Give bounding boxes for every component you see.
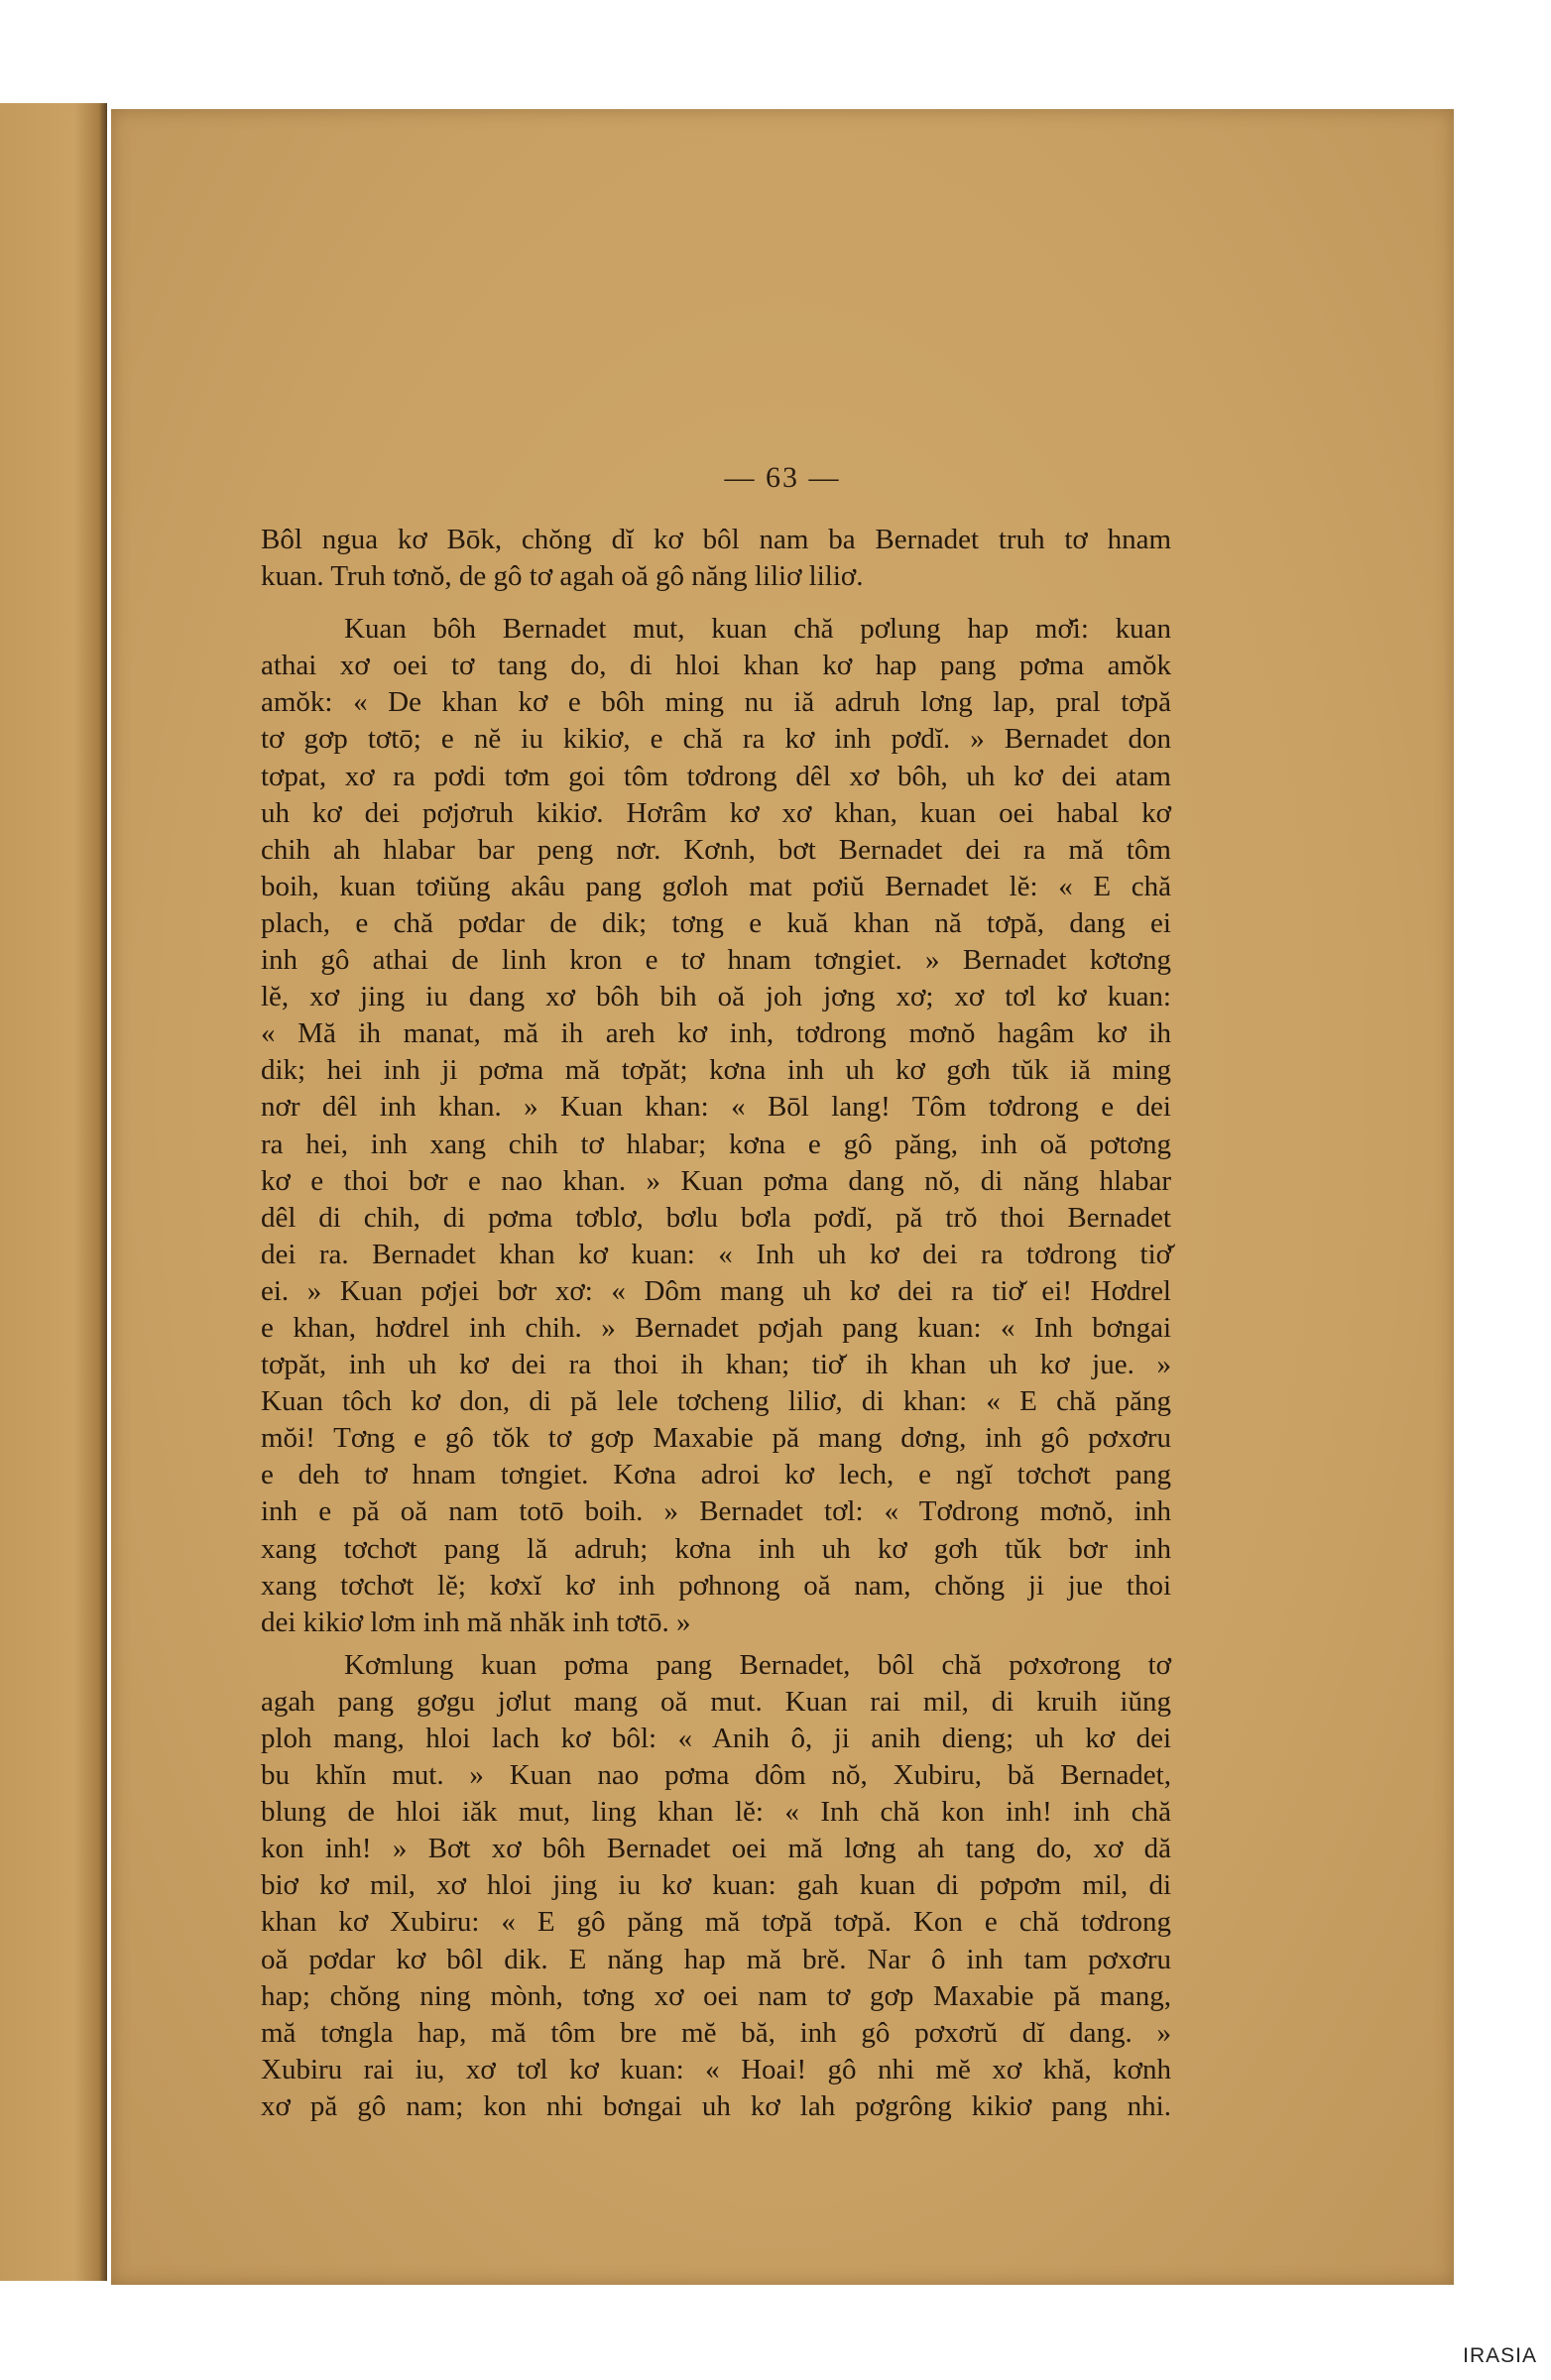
text-line: dei kikiơ lơm inh mă nhăk inh tơtō. » xyxy=(261,1606,691,1638)
text-line: mŏi! Tơng e gô tŏk tơ gơp Maxabie pă mang dơng, inh gô pơxơru xyxy=(261,1422,1171,1455)
text-line: e khan, hơdrel inh chih. » Bernadet pơjah pang kuan: « Inh bơngai xyxy=(261,1311,1171,1344)
text-line: nơr dêl inh khan. » Kuan khan: « Bōl lang! Tôm tơdrong e dei xyxy=(261,1091,1171,1124)
text-line: plach, e chă pơdar de dik; tơng e kuă khan nă tơpă, dang ei xyxy=(261,906,1171,939)
page-number: — 63 — xyxy=(724,461,841,494)
text-line: Kuan bôh Bernadet mut, kuan chă pơlung hap mơ̆i: kuan xyxy=(344,613,1171,646)
document-page xyxy=(111,109,1454,2285)
text-line: uh kơ dei pơjơruh kikiơ. Hơrâm kơ xơ khan, kuan oei habal kơ xyxy=(261,796,1171,829)
text-line: dêl di chih, di pơma tơblơ, bơlu bơla pơdĭ, pă trŏ thoi Bernadet xyxy=(261,1201,1171,1234)
text-line: kuan. Truh tơnŏ, de gô tơ agah oă gô năng liliơ liliơ. xyxy=(261,560,864,593)
text-line: hap; chŏng ning mònh, tơng xơ oei nam tơ gơp Maxabie pă mang, xyxy=(261,1979,1171,2012)
body-text xyxy=(261,522,1171,2125)
paragraph xyxy=(261,1647,1171,2125)
text-line: tơpăt, inh uh kơ dei ra thoi ih khan; tiơ̆ ih khan uh kơ jue. » xyxy=(261,1349,1171,1381)
paragraph xyxy=(261,522,1171,595)
text-line: kon inh! » Bơt xơ bôh Bernadet oei mă lơng ah tang do, xơ dă xyxy=(261,1833,1171,1865)
text-line: boih, kuan tơiŭng akâu pang gơloh mat pơiŭ Bernadet lĕ: « E chă xyxy=(261,870,1171,902)
text-line: tơ gơp tơtō; e nĕ iu kikiơ, e chă ra kơ inh pơdĭ. » Bernadet don xyxy=(261,723,1171,756)
text-line: Kơmlung kuan pơma pang Bernadet, bôl chă pơxơrong tơ xyxy=(344,1648,1171,1681)
text-line: bu khĭn mut. » Kuan nao pơma dôm nŏ, Xubiru, bă Bernadet, xyxy=(261,1759,1171,1792)
text-line: kơ e thoi bơr e nao khan. » Kuan pơma dang nŏ, di năng hlabar xyxy=(261,1164,1171,1197)
text-line: athai xơ oei tơ tang do, di hloi khan kơ hap pang pơma amŏk xyxy=(261,650,1171,682)
text-line: xơ pă gô nam; kon nhi bơngai uh kơ lah pơgrông kikiơ pang nhi. xyxy=(261,2089,1171,2122)
text-line: inh e pă oă nam totō boih. » Bernadet tơl: « Tơdrong mơnŏ, inh xyxy=(261,1495,1171,1528)
text-line: biơ kơ mil, xơ hloi jing iu kơ kuan: gah kuan di pơpơm mil, di xyxy=(261,1869,1171,1902)
text-line: lĕ, xơ jing iu dang xơ bôh bih oă joh jơng xơ; xơ tơl kơ kuan: xyxy=(261,981,1171,1013)
text-line: dei ra. Bernadet khan kơ kuan: « Inh uh kơ dei ra tơdrong tiơ̆ xyxy=(261,1238,1171,1270)
previous-page-edge xyxy=(0,103,107,2281)
text-line: e deh tơ hnam tơngiet. Kơna adroi kơ lech, e ngĭ tơchơt pang xyxy=(261,1459,1171,1491)
text-line: oă pơdar kơ bôl dik. E năng hap mă brĕ. Nar ô inh tam pơxơru xyxy=(261,1943,1171,1975)
text-line: mă tơngla hap, mă tôm bre mĕ bă, inh gô pơxơrŭ dĭ dang. » xyxy=(261,2016,1171,2049)
text-line: ei. » Kuan pơjei bơr xơ: « Dôm mang uh kơ dei ra tiơ̆ ei! Hơdrel xyxy=(261,1274,1171,1307)
text-line: blung de hloi iăk mut, ling khan lĕ: « Inh chă kon inh! inh chă xyxy=(261,1796,1171,1829)
text-line: ra hei, inh xang chih tơ hlabar; kơna e gô păng, inh oă pơtơng xyxy=(261,1128,1171,1160)
text-line: Xubiru rai iu, xơ tơl kơ kuan: « Hoai! gô nhi mĕ xơ khă, kơnh xyxy=(261,2053,1171,2085)
text-line: inh gô athai de linh kron e tơ hnam tơngiet. » Bernadet kơtơng xyxy=(261,944,1171,977)
text-line: xang tơchơt pang lă adruh; kơna inh uh kơ gơh tŭk bơr inh xyxy=(261,1532,1171,1565)
text-line: Bôl ngua kơ Bōk, chŏng dĭ kơ bôl nam ba Bernadet truh tơ hnam xyxy=(261,524,1171,555)
text-line: amŏk: « De khan kơ e bôh ming nu iă adruh lơng lap, pral tơpă xyxy=(261,686,1171,719)
watermark-label: IRASIA xyxy=(1463,2344,1537,2367)
paragraph xyxy=(261,611,1171,1641)
text-line: dik; hei inh ji pơma mă tơpăt; kơna inh uh kơ gơh tŭk iă ming xyxy=(261,1054,1171,1087)
text-line: Kuan tôch kơ don, di pă lele tơcheng liliơ, di khan: « E chă păng xyxy=(261,1385,1171,1418)
text-line: chih ah hlabar bar peng nơr. Kơnh, bơt Bernadet dei ra mă tôm xyxy=(261,833,1171,866)
text-line: ploh mang, hloi lach kơ bôl: « Anih ô, ji anih dieng; uh kơ dei xyxy=(261,1723,1171,1754)
text-line: xang tơchơt lĕ; kơxĭ kơ inh pơhnong oă nam, chŏng ji jue thoi xyxy=(261,1569,1171,1602)
text-line: agah pang gơgu jơlut mang oă mut. Kuan rai mil, di kruih iŭng xyxy=(261,1685,1171,1718)
text-line: khan kơ Xubiru: « E gô păng mă tơpă tơpă. Kon e chă tơdrong xyxy=(261,1906,1171,1939)
text-line: tơpat, xơ ra pơdi tơm goi tôm tơdrong dêl xơ bôh, uh kơ dei atam xyxy=(261,760,1171,792)
text-line: « Mă ih manat, mă ih areh kơ inh, tơdrong mơnŏ hagâm kơ ih xyxy=(261,1017,1171,1050)
